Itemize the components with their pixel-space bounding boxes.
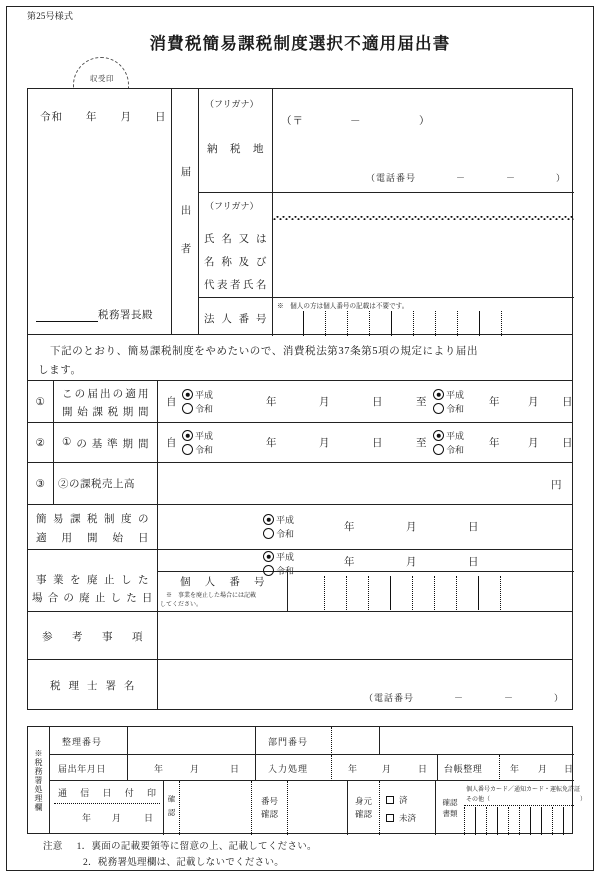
row-1-from-month[interactable]: 月 bbox=[319, 397, 330, 408]
row-2-to-era-reiwa[interactable]: 令和 bbox=[433, 443, 464, 456]
row-1-to-month[interactable]: 月 bbox=[528, 397, 539, 408]
kakunin-shorui-value-cell[interactable] bbox=[464, 781, 587, 835]
checkbox-icon[interactable] bbox=[386, 796, 394, 804]
row-2-block bbox=[27, 423, 573, 463]
bumon-bango-label-cell bbox=[256, 727, 332, 755]
daicho-day[interactable]: 日 bbox=[564, 764, 574, 774]
row-1-to-era-radios[interactable] bbox=[433, 388, 464, 415]
daicho-month[interactable]: 月 bbox=[538, 764, 548, 774]
daicho-seiri-label-cell bbox=[438, 755, 500, 781]
row-1-from-year[interactable]: 年 bbox=[266, 397, 277, 408]
daicho-year[interactable]: 年 bbox=[510, 764, 520, 774]
row-2-to-era-heisei[interactable]: 平成 bbox=[433, 429, 464, 442]
row-2-to-month[interactable]: 月 bbox=[528, 438, 539, 449]
row-2-to-day[interactable]: 日 bbox=[562, 438, 573, 449]
bumon-bango-value-cell[interactable] bbox=[332, 727, 380, 755]
postal-code-field[interactable]: （〒 － ） bbox=[281, 116, 431, 127]
office-use-vertical-label-cell bbox=[28, 727, 50, 833]
row-1-label-cell bbox=[54, 381, 158, 422]
tsushin-hizuke-divider bbox=[54, 803, 160, 804]
row-2-from-day[interactable]: 日 bbox=[372, 438, 383, 449]
apply-start-era-radios[interactable] bbox=[263, 513, 294, 540]
furigana-wavy-underline bbox=[273, 216, 574, 220]
tsushin-month[interactable]: 月 bbox=[112, 813, 122, 823]
name-label-line2: 名 称 及 び bbox=[204, 257, 267, 268]
row-3-label-cell bbox=[54, 463, 158, 504]
row-1-label-line2: 開 始 課 税 期 間 bbox=[62, 407, 149, 418]
notes-heading: 注意 bbox=[43, 842, 63, 852]
note-item-2: 2．税務署処理欄は、記載しないでください。 bbox=[83, 858, 285, 868]
nyuryoku-shori-value-cell[interactable] bbox=[332, 755, 438, 781]
apply-start-label-line2: 適 用 開 始 日 bbox=[36, 533, 149, 544]
row-1-to-era-heisei[interactable]: 平成 bbox=[433, 388, 464, 401]
abolish-block bbox=[27, 550, 573, 612]
row-2-from-era-heisei[interactable]: 平成 bbox=[182, 429, 213, 442]
furigana-label-address: （フリガナ） bbox=[205, 99, 259, 109]
radio-filled-icon[interactable] bbox=[182, 430, 193, 441]
row-2-from-mark: 自 bbox=[166, 438, 177, 449]
bango-kakunin-label: 番号 確認 bbox=[260, 796, 278, 819]
office-use-block bbox=[27, 726, 587, 834]
mimoto-mizumi-option[interactable]: 未済 bbox=[386, 812, 416, 824]
tsushin-year[interactable]: 年 bbox=[82, 813, 92, 823]
seiri-bango-label: 整理番号 bbox=[62, 737, 103, 747]
todokede-date-label-cell bbox=[50, 755, 128, 781]
corp-number-value-cell[interactable] bbox=[273, 298, 574, 336]
abolish-era-reiwa[interactable]: 令和 bbox=[263, 564, 294, 577]
row-2-to-era-radios[interactable] bbox=[433, 429, 464, 456]
daicho-seiri-value-cell[interactable] bbox=[500, 755, 574, 781]
abolish-label-line2: 場 合 の 廃 止 し た 日 bbox=[32, 593, 153, 604]
abolish-label-line1: 事 業 を 廃 止 し た bbox=[36, 575, 149, 586]
furigana-label-name: （フリガナ） bbox=[205, 201, 259, 211]
apply-start-value-cell[interactable] bbox=[158, 505, 574, 549]
row-2-to-year[interactable]: 年 bbox=[489, 438, 500, 449]
personal-number-value-cell[interactable] bbox=[288, 572, 574, 612]
statement-block bbox=[27, 335, 573, 381]
document-title: 消費税簡易課税制度選択不適用届出書 bbox=[149, 34, 451, 53]
submission-date-cell bbox=[28, 89, 172, 334]
tax-accountant-value-cell[interactable] bbox=[158, 660, 574, 709]
bumon-bango-label: 部門番号 bbox=[268, 737, 309, 747]
row-1-value-cell[interactable] bbox=[158, 381, 574, 422]
mimoto-kakunin-label: 身元 確認 bbox=[354, 796, 372, 819]
tax-office-label: 税務署長殿 bbox=[98, 310, 153, 321]
abolish-month[interactable]: 月 bbox=[406, 557, 417, 568]
apply-start-label-line1: 簡 易 課 税 制 度 の bbox=[36, 514, 149, 525]
radio-empty-icon[interactable] bbox=[182, 444, 193, 455]
todokede-month[interactable]: 月 bbox=[190, 764, 200, 774]
radio-empty-icon[interactable] bbox=[433, 444, 444, 455]
row-3-label: ②の課税売上高 bbox=[58, 479, 135, 490]
apply-start-era-heisei[interactable]: 平成 bbox=[263, 513, 294, 526]
nyuryoku-shori-label-cell bbox=[256, 755, 332, 781]
bango-kakunin-label-cell bbox=[252, 781, 288, 835]
radio-filled-icon[interactable] bbox=[263, 551, 274, 562]
form-number: 第25号様式 bbox=[27, 11, 74, 21]
radio-filled-icon[interactable] bbox=[433, 430, 444, 441]
apply-start-block bbox=[27, 505, 573, 550]
row-3-number: ③ bbox=[28, 463, 54, 504]
shorui-boxes[interactable] bbox=[464, 807, 574, 835]
radio-empty-icon[interactable] bbox=[433, 403, 444, 414]
corp-number-note: ※ 個人の方は個人番号の記載は不要です。 bbox=[277, 303, 409, 310]
address-label-cell bbox=[199, 89, 273, 193]
shorui-divider bbox=[464, 805, 574, 806]
apply-start-label-cell bbox=[28, 505, 158, 549]
statement-line-2: します。 bbox=[38, 365, 82, 376]
daicho-seiri-label: 台帳整理 bbox=[444, 764, 483, 774]
row-3-value-cell[interactable] bbox=[158, 463, 574, 504]
name-label-line1: 氏 名 又 は bbox=[204, 234, 267, 245]
row-1-block bbox=[27, 381, 573, 423]
abolish-era-heisei[interactable]: 平成 bbox=[263, 550, 294, 563]
apply-start-month[interactable]: 月 bbox=[406, 522, 417, 533]
mimoto-kakunin-label-cell bbox=[348, 781, 380, 835]
kakunin-shorui-label-cell bbox=[436, 781, 464, 835]
row-2-number: ② bbox=[28, 423, 54, 462]
nyuryoku-year[interactable]: 年 bbox=[348, 764, 358, 774]
mimoto-kakunin-checks-cell[interactable] bbox=[380, 781, 436, 835]
abolish-year[interactable]: 年 bbox=[344, 557, 355, 568]
note-line-1-wrap bbox=[43, 839, 317, 855]
tsushin-hizuke-label: 通 信 日 付 印 bbox=[58, 788, 156, 798]
row-2-from-year[interactable]: 年 bbox=[266, 438, 277, 449]
row-1-from-mark: 自 bbox=[166, 397, 177, 408]
apply-start-era-reiwa[interactable]: 令和 bbox=[263, 527, 294, 540]
corp-number-label-cell bbox=[199, 298, 273, 336]
shorui-line-2: その他（ ） bbox=[466, 797, 587, 803]
tax-accountant-label-cell bbox=[28, 660, 158, 709]
tsushin-day[interactable]: 日 bbox=[144, 813, 154, 823]
statement-line-1: 下記のとおり、簡易課税制度をやめたいので、消費税法第37条第5項の規定により届出 bbox=[50, 346, 479, 357]
row-3-unit: 円 bbox=[551, 480, 562, 491]
submitter-vertical-label: 届出者 bbox=[179, 165, 191, 282]
notes-block bbox=[43, 839, 317, 871]
reference-label-cell bbox=[28, 612, 158, 659]
tax-accountant-label: 税 理 士 署 名 bbox=[50, 681, 135, 692]
name-label-line3: 代 表 者 氏 名 bbox=[204, 280, 267, 291]
checkbox-icon[interactable] bbox=[386, 814, 394, 822]
address-phone-field[interactable]: （電話番号 － － ） bbox=[365, 173, 566, 183]
todokede-date-label: 届出年月日 bbox=[58, 764, 107, 774]
mimoto-sumi-option[interactable]: 済 bbox=[386, 794, 408, 806]
corp-number-label: 法 人 番 号 bbox=[204, 314, 267, 325]
reference-block bbox=[27, 612, 573, 660]
row-2-to-mark: 至 bbox=[416, 438, 427, 449]
row-1-label-line1: こ の 届 出 の 適 用 bbox=[62, 389, 149, 400]
personal-number-note-2: してください。 bbox=[160, 602, 203, 608]
bango-kakunin-value-cell[interactable] bbox=[288, 781, 348, 835]
nyuryoku-shori-label: 入力処理 bbox=[268, 764, 309, 774]
nyuryoku-day[interactable]: 日 bbox=[418, 764, 428, 774]
reference-value-cell[interactable] bbox=[158, 612, 574, 659]
row-1-to-mark: 至 bbox=[416, 397, 427, 408]
office-use-vertical-label: ※税務署処理欄 bbox=[34, 748, 43, 812]
todokede-date-value-cell[interactable] bbox=[128, 755, 256, 781]
row-1-to-day[interactable]: 日 bbox=[562, 397, 573, 408]
row-2-label-cell bbox=[54, 423, 158, 462]
abolish-date-cell[interactable] bbox=[158, 550, 574, 576]
row-2-from-era-reiwa[interactable]: 令和 bbox=[182, 443, 213, 456]
row-2-value-cell[interactable] bbox=[158, 423, 574, 462]
radio-filled-icon[interactable] bbox=[182, 389, 193, 400]
seiri-bango-value-cell[interactable] bbox=[128, 727, 256, 755]
kakunin-value-cell[interactable] bbox=[180, 781, 252, 835]
submission-date-line: 令和 年 月 日 bbox=[40, 112, 167, 123]
address-value-cell[interactable] bbox=[273, 89, 574, 193]
tax-office-line bbox=[36, 307, 153, 322]
tsushin-hizuke-cell[interactable] bbox=[50, 781, 164, 835]
kakunin-label-cell bbox=[164, 781, 180, 835]
address-label: 納 税 地 bbox=[207, 144, 264, 155]
row-2-from-era-radios[interactable] bbox=[182, 429, 213, 456]
radio-filled-icon[interactable] bbox=[263, 514, 274, 525]
tax-accountant-phone[interactable]: （電話番号 － － ） bbox=[363, 693, 564, 703]
abolish-label-cell bbox=[28, 550, 158, 611]
todokede-year[interactable]: 年 bbox=[154, 764, 164, 774]
shorui-line-1: 個人番号カード／通知カード・運転免許証 bbox=[466, 787, 581, 793]
personal-number-boxes[interactable] bbox=[302, 576, 522, 610]
row-1-from-era-heisei[interactable]: 平成 bbox=[182, 388, 213, 401]
apply-start-day[interactable]: 日 bbox=[468, 522, 479, 533]
kakunin-label: 確認 bbox=[167, 794, 176, 822]
reference-label: 参 考 事 項 bbox=[42, 632, 143, 643]
personal-number-label-cell bbox=[158, 572, 288, 612]
row-1-from-era-reiwa[interactable]: 令和 bbox=[182, 402, 213, 415]
seiri-bango-label-cell bbox=[50, 727, 128, 755]
submitter-block bbox=[27, 88, 573, 335]
tax-office-blank bbox=[36, 309, 98, 322]
personal-number-note-1: ※ 事業を廃止した場合には記載 bbox=[166, 593, 257, 599]
apply-start-year[interactable]: 年 bbox=[344, 522, 355, 533]
abolish-day[interactable]: 日 bbox=[468, 557, 479, 568]
row-1-number: ① bbox=[28, 381, 54, 422]
row-1-from-era-radios[interactable] bbox=[182, 388, 213, 415]
note-item-1: 1．裏面の記載要領等に留意の上、記載してください。 bbox=[76, 842, 317, 852]
radio-empty-icon[interactable] bbox=[263, 528, 274, 539]
tax-accountant-block bbox=[27, 660, 573, 710]
office-row1-spare-cell[interactable] bbox=[380, 727, 574, 755]
radio-filled-icon[interactable] bbox=[433, 389, 444, 400]
kakunin-shorui-label: 確認 書類 bbox=[442, 798, 458, 818]
receipt-stamp-label: 収受印 bbox=[90, 74, 114, 83]
todokede-day[interactable]: 日 bbox=[230, 764, 240, 774]
radio-empty-icon[interactable] bbox=[182, 403, 193, 414]
name-label-cell bbox=[199, 193, 273, 298]
row-1-to-era-reiwa[interactable]: 令和 bbox=[433, 402, 464, 415]
row-2-label: ① の 基 準 期 間 bbox=[62, 437, 149, 450]
corp-number-boxes[interactable] bbox=[303, 311, 523, 336]
row-2-from-month[interactable]: 月 bbox=[319, 438, 330, 449]
submitter-vertical-label-cell bbox=[172, 89, 199, 334]
row-1-to-year[interactable]: 年 bbox=[489, 397, 500, 408]
nyuryoku-month[interactable]: 月 bbox=[382, 764, 392, 774]
name-value-cell[interactable] bbox=[273, 193, 574, 298]
row-1-from-day[interactable]: 日 bbox=[372, 397, 383, 408]
row-3-block bbox=[27, 463, 573, 505]
personal-number-label: 個 人 番 号 bbox=[180, 577, 265, 588]
